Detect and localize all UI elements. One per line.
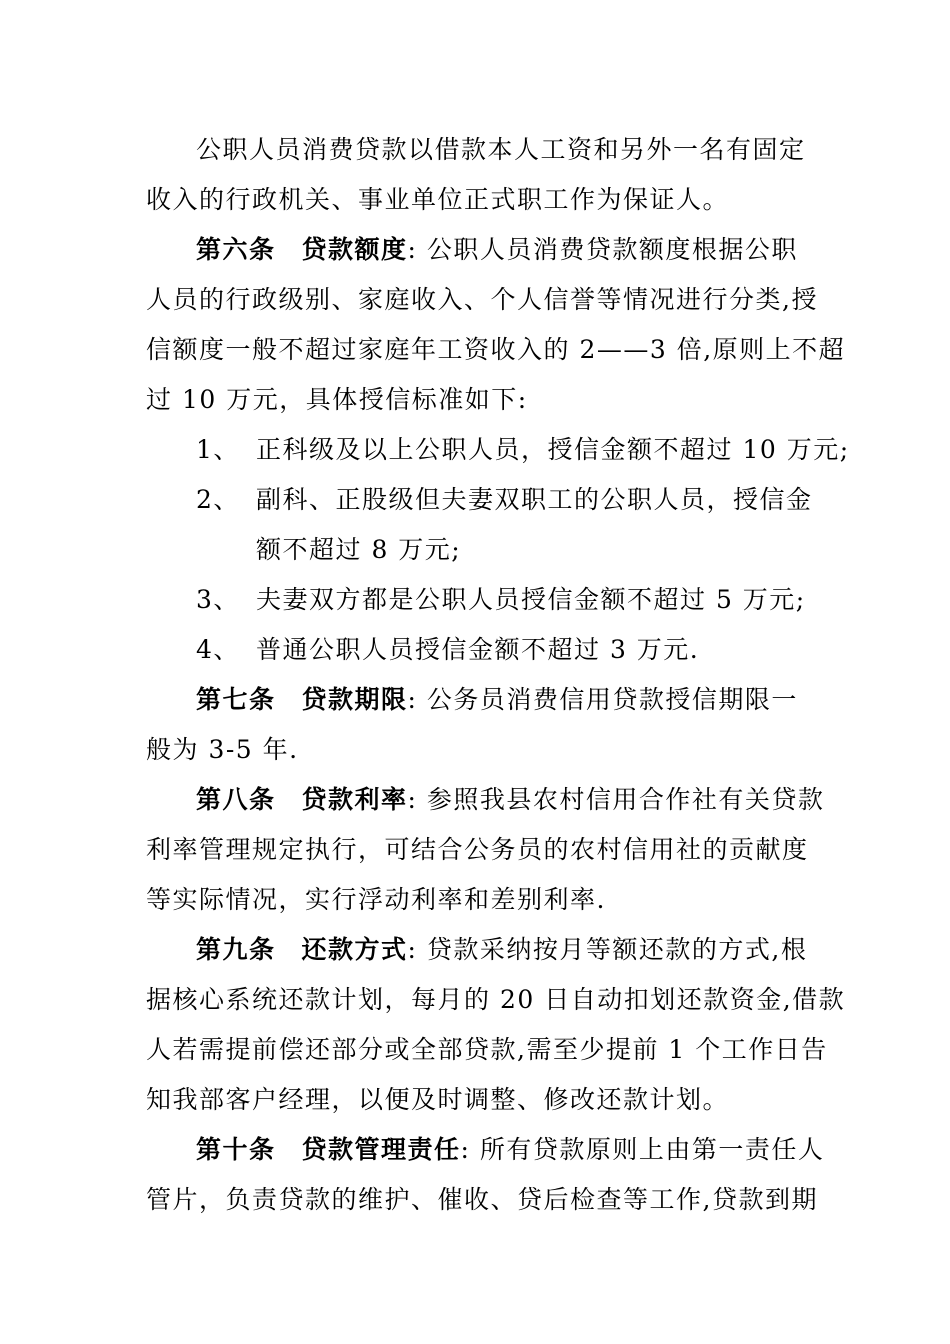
article-10-heading: 贷款管理责任 [301,1135,461,1164]
article-8-line-1: 第八条 贷款利率: 参照我县农村信用合作社有关贷款 [196,785,825,814]
list-item-number: 2、 [196,485,240,514]
article-9-line-2: 据核心系统还款计划，每月的 20 日自动扣划还款资金,借款 [146,985,846,1014]
list-item: 2、 副科、正股级但夫妻双职工的公职人员，授信金 [0,483,950,517]
list-item-continuation: 额不超过 8 万元; [256,535,462,564]
article-6-label: 第六条 [196,235,276,264]
article-10-line-2: 管片，负责贷款的维护、催收、贷后检查等工作,贷款到期 [146,1185,818,1214]
article-6-line-1: 第六条 贷款额度: 公职人员消费贷款额度根据公职 [196,235,798,264]
article-8-heading: 贷款利率 [301,785,408,814]
article-8-line-2: 利率管理规定执行，可结合公务员的农村信用社的贡献度 [146,835,809,864]
article-6-line-4: 过 10 万元，具体授信标准如下: [146,385,528,414]
article-9-line-1: 第九条 还款方式: 贷款采纳按月等额还款的方式,根 [196,935,808,964]
article-9-line-4: 知我部客户经理，以便及时调整、修改还款计划。 [146,1085,730,1114]
article-9-label: 第九条 [196,935,276,964]
list-item-number: 1、 [196,435,240,464]
article-9-heading: 还款方式 [301,935,408,964]
list-item-number: 3、 [196,585,240,614]
article-7-line-2: 般为 3-5 年. [146,735,299,764]
intro-line-2: 收入的行政机关、事业单位正式职工作为保证人。 [146,185,730,214]
list-item: 1、 正科级及以上公职人员，授信金额不超过 10 万元; [0,433,950,467]
article-7-line-1: 第七条 贷款期限: 公务员消费信用贷款授信期限一 [196,685,798,714]
list-item: 4、 普通公职人员授信金额不超过 3 万元. [0,633,950,667]
article-7-label: 第七条 [196,685,276,714]
article-7-heading: 贷款期限 [301,685,408,714]
list-item-number: 4、 [196,635,240,664]
list-item: 3、 夫妻双方都是公职人员授信金额不超过 5 万元; [0,583,950,617]
article-6-line-2: 人员的行政级别、家庭收入、个人信誉等情况进行分类,授 [146,285,818,314]
article-8-line-3: 等实际情况，实行浮动利率和差别利率. [146,885,606,914]
intro-line-1: 公职人员消费贷款以借款本人工资和另外一名有固定 [196,135,806,164]
article-8-label: 第八条 [196,785,276,814]
article-10-label: 第十条 [196,1135,276,1164]
article-6-heading: 贷款额度 [301,235,408,264]
article-6-line-3: 信额度一般不超过家庭年工资收入的 2——3 倍,原则上不超 [146,335,846,364]
article-9-line-3: 人若需提前偿还部分或全部贷款,需至少提前 1 个工作日告 [146,1035,828,1064]
article-10-line-1: 第十条 贷款管理责任: 所有贷款原则上由第一责任人 [196,1135,825,1164]
